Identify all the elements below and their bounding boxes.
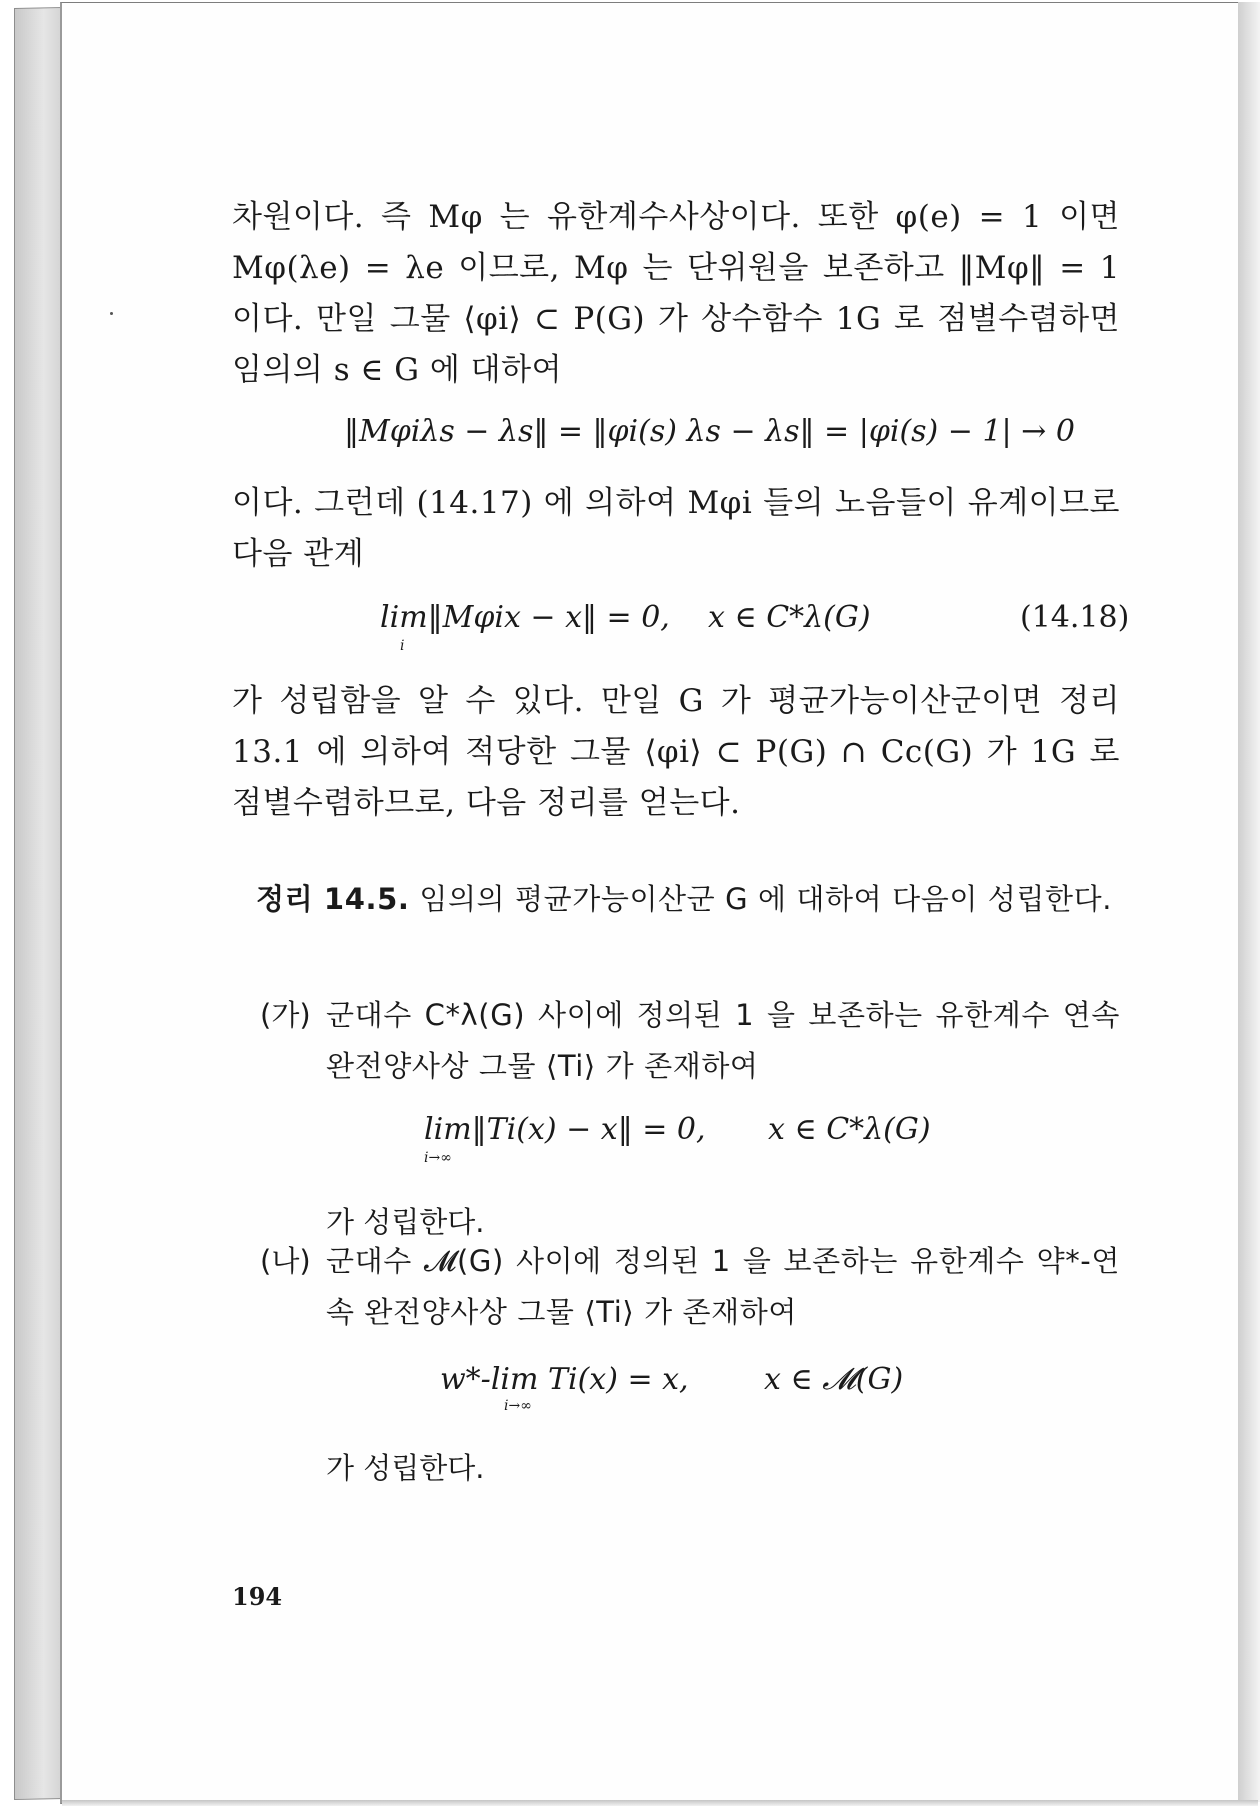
item-b-label: (나): [260, 1244, 311, 1278]
item-a-equation-subscript: i→∞: [424, 1150, 452, 1166]
item-b-equation-lhs: w*-lim Ti(x) = x,: [440, 1362, 689, 1397]
item-a-conclusion: 가 성립한다.: [326, 1205, 485, 1239]
theorem-label: 정리 14.5.: [256, 882, 410, 916]
item-a-equation-rhs: x ∈ C*λ(G): [768, 1112, 931, 1147]
paragraph-3: 가 성립함을 알 수 있다. 만일 G 가 평균가능이산군이면 정리 13.1 에 의하여 적당한 그물 ⟨φi⟩ ⊂ P(G) ∩ Cc(G) 가 1G 로 점별수렴하므로, 다음 정리를 얻는다.: [232, 683, 1120, 821]
theorem-block: [256, 874, 1120, 925]
page-edge-right: [1238, 2, 1260, 1802]
page-number: 194: [232, 1582, 283, 1611]
equation-14-18-rhs: x ∈ C*λ(G): [708, 600, 871, 635]
equation-14-18-subscript: i: [400, 638, 405, 654]
item-b-equation-rhs: x ∈ 𝓜(G): [764, 1362, 904, 1397]
equation-number: (14.18): [1020, 600, 1130, 635]
item-a-body: 군대수 C*λ(G) 사이에 정의된 1 을 보존하는 유한계수 연속 완전양사상 그물 ⟨Ti⟩ 가 존재하여: [326, 998, 1120, 1083]
book-spine: [14, 7, 64, 1800]
paragraph-1: 차원이다. 즉 Mφ 는 유한계수사상이다. 또한 φ(e) = 1 이면 Mφ(λe) = λe 이므로, Mφ 는 단위원을 보존하고 ‖Mφ‖ = 1 이다. 만일 그물 ⟨φi⟩ ⊂ P(G) 가 상수함수 1G 로 점별수렴하면 임의의 s ∈ G 에 대하여: [232, 199, 1120, 388]
item-b-body: 군대수 𝓜(G) 사이에 정의된 1 을 보존하는 유한계수 약*-연속 완전양사상 그물 ⟨Ti⟩ 가 존재하여: [326, 1244, 1120, 1329]
item-b-equation-subscript: i→∞: [504, 1398, 532, 1414]
speck: [110, 312, 113, 315]
equation-1: ‖Mφiλs − λs‖ = ‖φi(s) λs − λs‖ = |φi(s) − 1| → 0: [344, 414, 1075, 449]
equation-14-18-lhs: lim‖Mφix − x‖ = 0,: [380, 600, 670, 635]
paragraph-2: 이다. 그런데 (14.17) 에 의하여 Mφi 들의 노음들이 유계이므로 다음 관계: [232, 485, 1120, 572]
item-b-conclusion: 가 성립한다.: [326, 1451, 485, 1485]
item-a-equation-lhs: lim‖Ti(x) − x‖ = 0,: [424, 1112, 706, 1147]
page-edge-bottom: [62, 1800, 1258, 1806]
theorem-statement: 임의의 평균가능이산군 G 에 대하여 다음이 성립한다.: [419, 882, 1113, 916]
item-a-label: (가): [260, 998, 311, 1032]
